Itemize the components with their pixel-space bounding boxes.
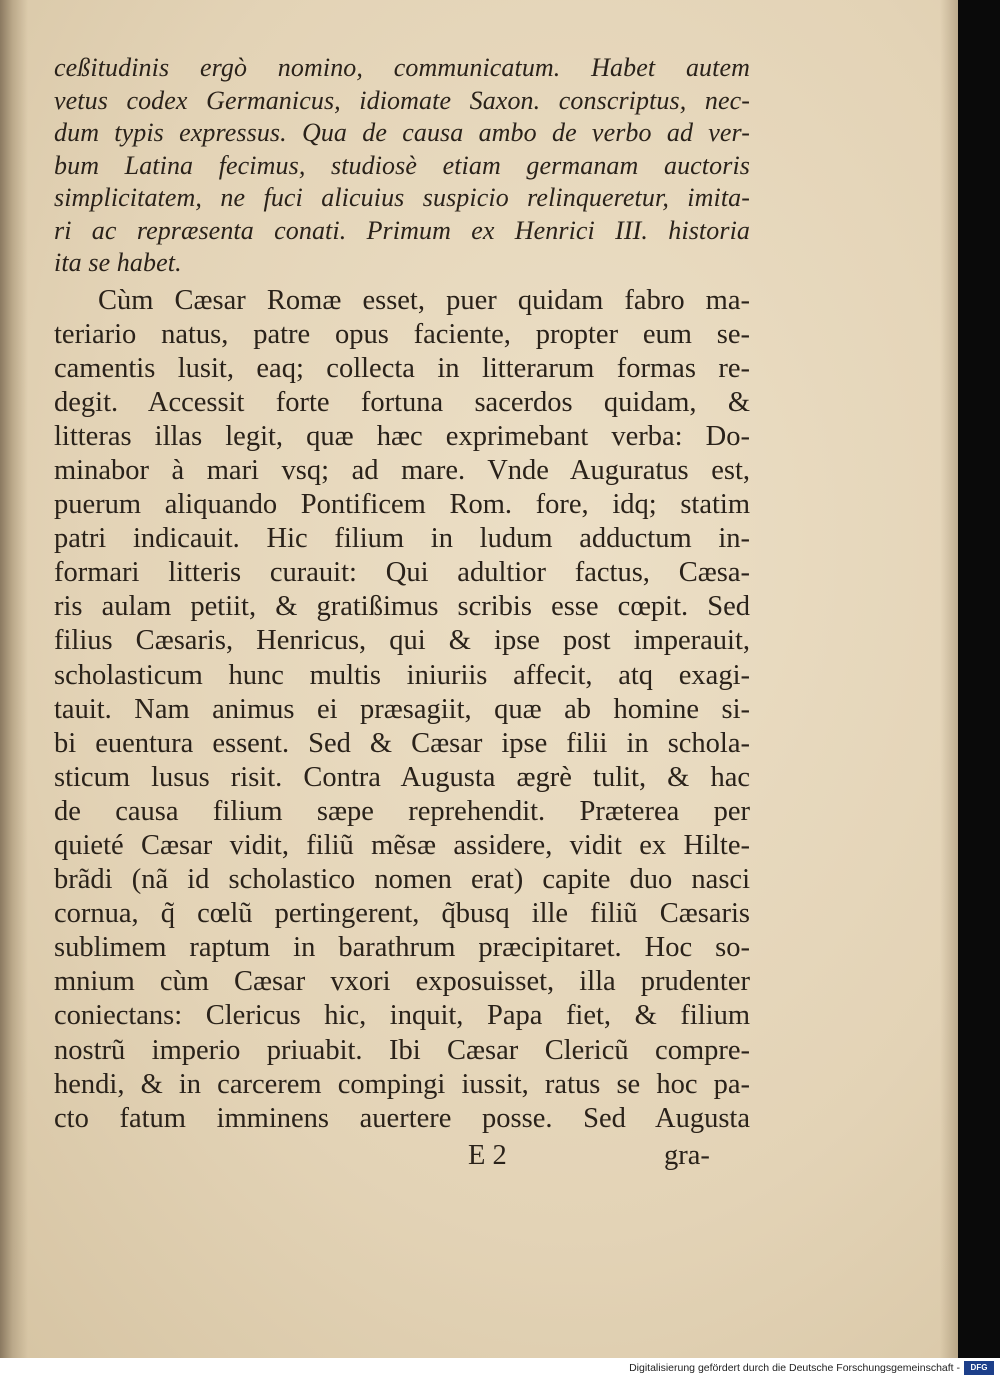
- text-line: teriario natus, patre opus faciente, propter eum se-: [54, 318, 750, 350]
- text-line: cornua, q̃ cœlũ pertingerent, q̃busq ille filiũ Cæsaris: [54, 898, 750, 930]
- text-line: sublimem raptum in barathrum præcipitaret. Hoc so-: [54, 932, 750, 964]
- signature-mark: E 2: [468, 1140, 507, 1171]
- text-line: ri ac repræsenta conati. Primum ex Henrici III. historia: [54, 215, 750, 245]
- text-line: sticum lusus risit. Contra Augusta ægrè tulit, & hac: [54, 761, 750, 793]
- catchword: gra-: [664, 1140, 710, 1171]
- roman-paragraph: [54, 284, 750, 1136]
- page-footer: [0, 1140, 958, 1180]
- text-line: camentis lusit, eaq; collecta in litterarum formas re-: [54, 352, 750, 384]
- text-line: brãdi (nã id scholastico nomen erat) capite duo nasci: [54, 864, 750, 896]
- text-line: patri indicauit. Hic filium in ludum adductum in-: [54, 523, 750, 555]
- text-line: cto fatum imminens auertere posse. Sed Augusta: [54, 1102, 750, 1134]
- text-line: formari litteris curauit: Qui adultior factus, Cæsa-: [54, 557, 750, 589]
- text-line: ceßitudinis ergò nomino, communicatum. Habet autem: [54, 53, 750, 82]
- text-line: ita se habet.: [54, 248, 182, 277]
- text-line: hendi, & in carcerem compingi iussit, ratus se hoc pa-: [54, 1068, 750, 1100]
- page-text: [54, 52, 750, 1136]
- text-line: vetus codex Germanicus, idiomate Saxon. conscriptus, nec-: [54, 85, 750, 115]
- text-line: dum typis expressus. Qua de causa ambo de verbo ad ver-: [54, 118, 750, 147]
- text-line: minabor à mari vsq; ad mare. Vnde Auguratus est,: [54, 454, 750, 486]
- text-line: coniectans: Clericus hic, inquit, Papa fiet, & filium: [54, 1000, 750, 1032]
- text-line: litteras illas legit, quæ hæc exprimebant verba: Do-: [54, 420, 750, 452]
- text-line: Cùm Cæsar Romæ esset, puer quidam fabro ma-: [98, 284, 750, 316]
- text-line: quieté Cæsar vidit, filiũ mẽsæ assidere, vidit ex Hilte-: [54, 830, 750, 861]
- text-line: ris aulam petiit, & gratißimus scribis esse cœpit. Sed: [54, 591, 750, 623]
- italic-paragraph: [54, 52, 750, 280]
- text-line: bi euentura essent. Sed & Cæsar ipse filii in schola-: [54, 727, 750, 759]
- text-line: mnium cùm Cæsar vxori exposuisset, illa prudenter: [54, 966, 750, 998]
- text-line: bum Latina fecimus, studiosè etiam germanam auctoris: [54, 150, 750, 180]
- text-line: simplicitatem, ne fuci alicuius suspicio relinqueretur, imita-: [54, 183, 750, 212]
- credit-text: Digitalisierung gefördert durch die Deutsche Forschungsgemeinschaft -: [629, 1362, 960, 1374]
- text-line: filius Cæsaris, Henricus, qui & ipse post imperauit,: [54, 625, 750, 657]
- text-line: scholasticum hunc multis iniuriis affecit, atq exagi-: [54, 659, 750, 691]
- text-line: nostrũ imperio priuabit. Ibi Cæsar Clericũ compre-: [54, 1034, 750, 1066]
- text-line: de causa filium sæpe reprehendit. Præterea per: [54, 795, 750, 827]
- text-line: tauit. Nam animus ei præsagiit, quæ ab homine si-: [54, 693, 750, 725]
- dfg-logo-icon: DFG: [964, 1361, 994, 1375]
- text-line: degit. Accessit forte fortuna sacerdos quidam, &: [54, 386, 750, 418]
- text-line: puerum aliquando Pontificem Rom. fore, idq; statim: [54, 489, 750, 521]
- digitization-credit: [0, 1358, 1000, 1378]
